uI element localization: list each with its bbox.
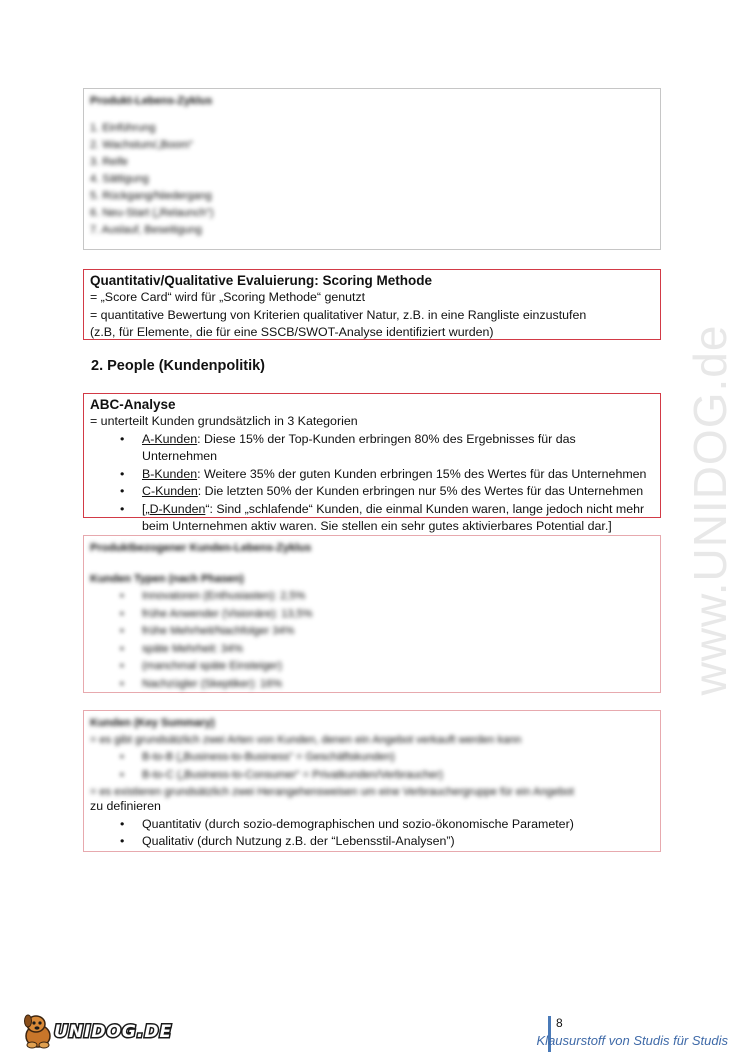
customer-kinds-list <box>90 749 654 784</box>
item-text: : Die letzten 50% der Kunden erbringen nur 5% des Wertes für das Unternehmen <box>197 484 644 498</box>
list-item: • frühe Mehrheit/Nachfolger 34% <box>90 623 654 641</box>
list-item: 7. Auslauf, Beseitigung <box>90 224 202 236</box>
item-prefix: [„ <box>142 501 150 516</box>
list-item: • Qualitativ (durch Nutzung z.B. der “Lebensstil-Analysen”) <box>90 833 654 851</box>
blurred-content <box>90 93 654 239</box>
term: A-Kunden <box>142 431 198 446</box>
blurred-line: = es existieren grundsätzlich zwei Herangehensweisen um eine Verbrauchergruppe für ein Angebot <box>90 786 574 798</box>
list-item: 5. Rückgang/Niedergang <box>90 190 212 202</box>
logo-text: UNIDOG.DE <box>54 1022 173 1042</box>
section-heading: 2. People (Kundenpolitik) <box>91 358 266 374</box>
list-item: 2. Wachstum/„Boom“ <box>90 139 193 151</box>
list-item: • (manchmal späte Einsteiger) <box>90 658 654 676</box>
box-title: ABC-Analyse <box>90 397 176 412</box>
list-item: 6. Neu-Start („Relaunch“) <box>90 207 214 219</box>
intro-line: = es gibt grundsätzlich zwei Arten von Kunden, denen ein Angebot verkauft werden kann <box>90 734 522 746</box>
intro-line: = unterteilt Kunden grundsätzlich in 3 Kategorien <box>90 414 358 428</box>
text-line: = quantitative Bewertung von Kriterien qualitativer Natur, z.B. in eine Rangliste einzustufen <box>90 307 587 322</box>
list-item <box>90 501 654 536</box>
box-key-summary <box>83 710 661 852</box>
text-line: = „Score Card“ wird für „Scoring Methode“ genutzt <box>90 290 366 304</box>
list-item: • B-to-B („Business-to-Business“ = Geschäftskunden) <box>90 749 654 767</box>
item-text: beim Unternehmen aktiv waren. Sie stellen ein sehr gutes aktivierbares Potential dar.] <box>142 519 612 533</box>
box-subtitle: Kunden Typen (nach Phasen) <box>90 573 244 585</box>
box-abc-analysis <box>83 393 661 533</box>
box-title: Kunden (Key Summary) <box>90 717 215 729</box>
box-title: Produkt-Lebens-Zyklus <box>90 95 213 107</box>
text-line: zu definieren <box>90 799 161 813</box>
dog-mascot-icon <box>20 1010 56 1050</box>
box-scoring-method <box>83 269 661 340</box>
box-product-lifecycle <box>83 88 661 250</box>
page-number: 8 <box>556 1016 563 1030</box>
list-item: 3. Reife <box>90 156 128 168</box>
list-item: 4. Sättigung <box>90 173 149 185</box>
watermark: www.UNIDOG.de <box>684 324 736 696</box>
list-item: • späte Mehrheit: 34% <box>90 641 654 659</box>
list-item: • Nachzügler (Skeptiker): 16% <box>90 676 654 694</box>
item-text: : Diese 15% der Top-Kunden erbringen 80% des Ergebnisses für das Unternehmen <box>142 431 576 463</box>
list-item <box>90 483 654 501</box>
footer-tagline: Klausurstoff von Studis für Studis <box>536 1033 728 1048</box>
list-item: • Innovatoren (Enthusiasten): 2,5% <box>90 588 654 606</box>
term: D-Kunden <box>149 501 206 516</box>
box-customer-lifecycle <box>83 535 661 693</box>
list-item <box>90 431 654 466</box>
list-item: 1. Einführung <box>90 122 156 134</box>
blurred-content <box>90 540 654 693</box>
unidog-logo <box>20 1010 173 1050</box>
list-item <box>90 466 654 484</box>
item-text: “: Sind „schlafende“ Kunden, die einmal Kunden waren, lange jedoch nicht mehr <box>205 501 645 516</box>
list-item: • Quantitativ (durch sozio-demographischen und sozio-ökonomische Parameter) <box>90 816 654 834</box>
customer-types-list <box>90 588 654 693</box>
text-line: (z.B, für Elemente, die für eine SSCB/SWOT-Analyse identifiziert wurden) <box>90 325 494 339</box>
list-item: • frühe Anwender (Visionäre): 13,5% <box>90 606 654 624</box>
approach-list <box>90 816 654 851</box>
term: C-Kunden <box>142 484 198 498</box>
abc-list <box>90 431 654 536</box>
blurred-content <box>90 715 654 801</box>
box-title: Produktbezogener Kunden-Lebens-Zyklus <box>90 542 312 554</box>
box-title: Quantitativ/Qualitative Evaluierung: Scoring Methode <box>90 273 433 288</box>
term: B-Kunden <box>142 466 198 481</box>
item-text: : Weitere 35% der guten Kunden erbringen 15% des Wertes für das Unternehmen <box>197 466 647 481</box>
list-item: • B-to-C („Business-to-Consumer“ = Privatkunden/Verbraucher) <box>90 767 654 785</box>
